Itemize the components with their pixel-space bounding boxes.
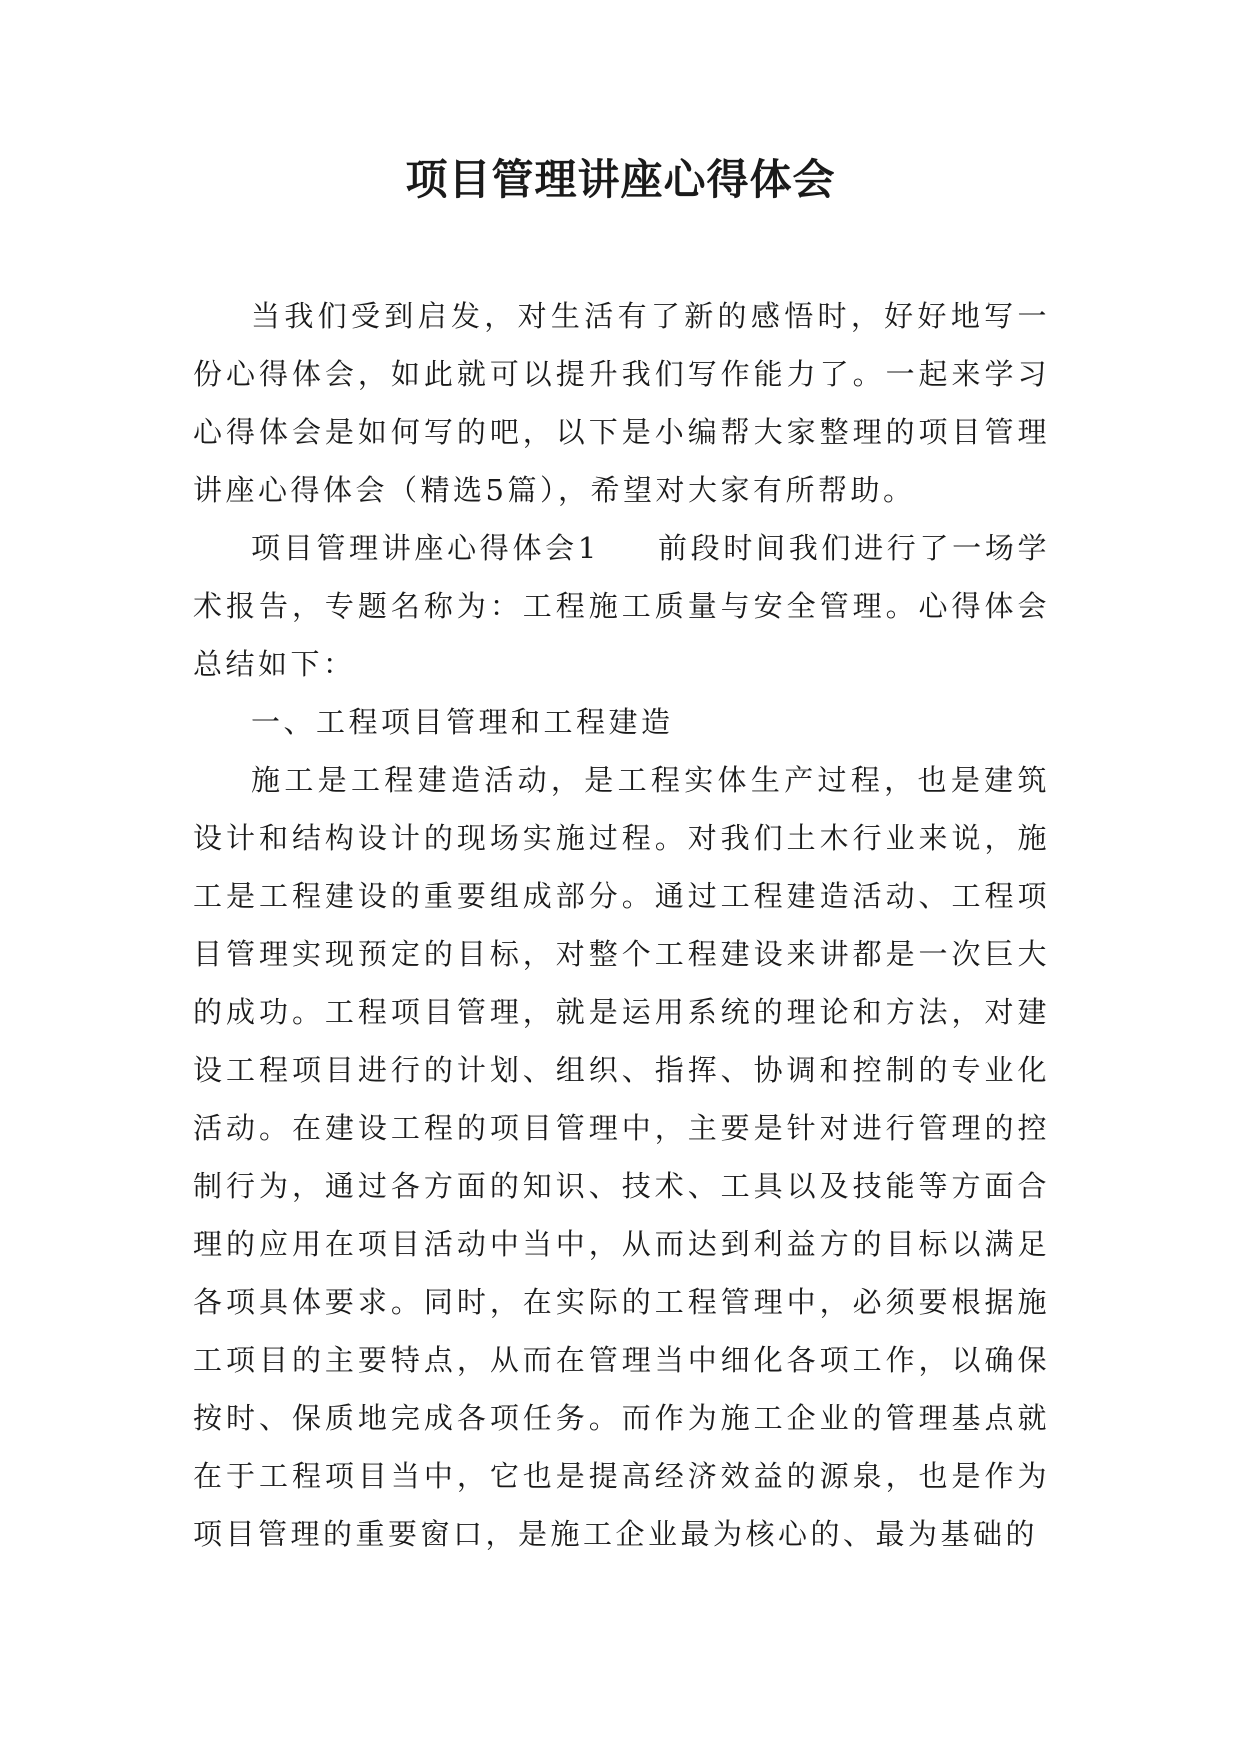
section-1-lead: 前段时间我们进行了一场学术报告，专题名称为：工程施工质量与安全管理。心得体会总结如下： — [193, 531, 1050, 681]
subheading-1: 一、工程项目管理和工程建造 — [251, 705, 674, 739]
section-1-paragraph — [193, 519, 1050, 693]
document-body — [193, 287, 1050, 1563]
section-1-heading: 项目管理讲座心得体会1 — [251, 531, 600, 565]
intro-paragraph: 当我们受到启发，对生活有了新的感悟时，好好地写一份心得体会，如此就可以提升我们写作能力了。一起来学习心得体会是如何写的吧，以下是小编帮大家整理的项目管理讲座心得体会（精选5篇），希望对大家有所帮助。 — [193, 299, 1050, 507]
body-paragraph-1: 施工是工程建造活动，是工程实体生产过程，也是建筑设计和结构设计的现场实施过程。对我们土木行业来说，施工是工程建设的重要组成部分。通过工程建造活动、工程项目管理实现预定的目标，对整个工程建设来讲都是一次巨大的成功。工程项目管理，就是运用系统的理论和方法，对建设工程项目进行的计划、组织、指挥、协调和控制的专业化活动。在建设工程的项目管理中，主要是针对进行管理的控制行为，通过各方面的知识、技术、工具以及技能等方面合理的应用在项目活动中当中，从而达到利益方的目标以满足各项具体要求。同时，在实际的工程管理中，必须要根据施工项目的主要特点，从而在管理当中细化各项工作，以确保按时、保质地完成各项任务。而作为施工企业的管理基点就在于工程项目当中，它也是提高经济效益的源泉，也是作为项目管理的重要窗口，是施工企业最为核心的、最为基础的 — [193, 763, 1050, 1551]
document-title: 项目管理讲座心得体会 — [405, 155, 836, 204]
